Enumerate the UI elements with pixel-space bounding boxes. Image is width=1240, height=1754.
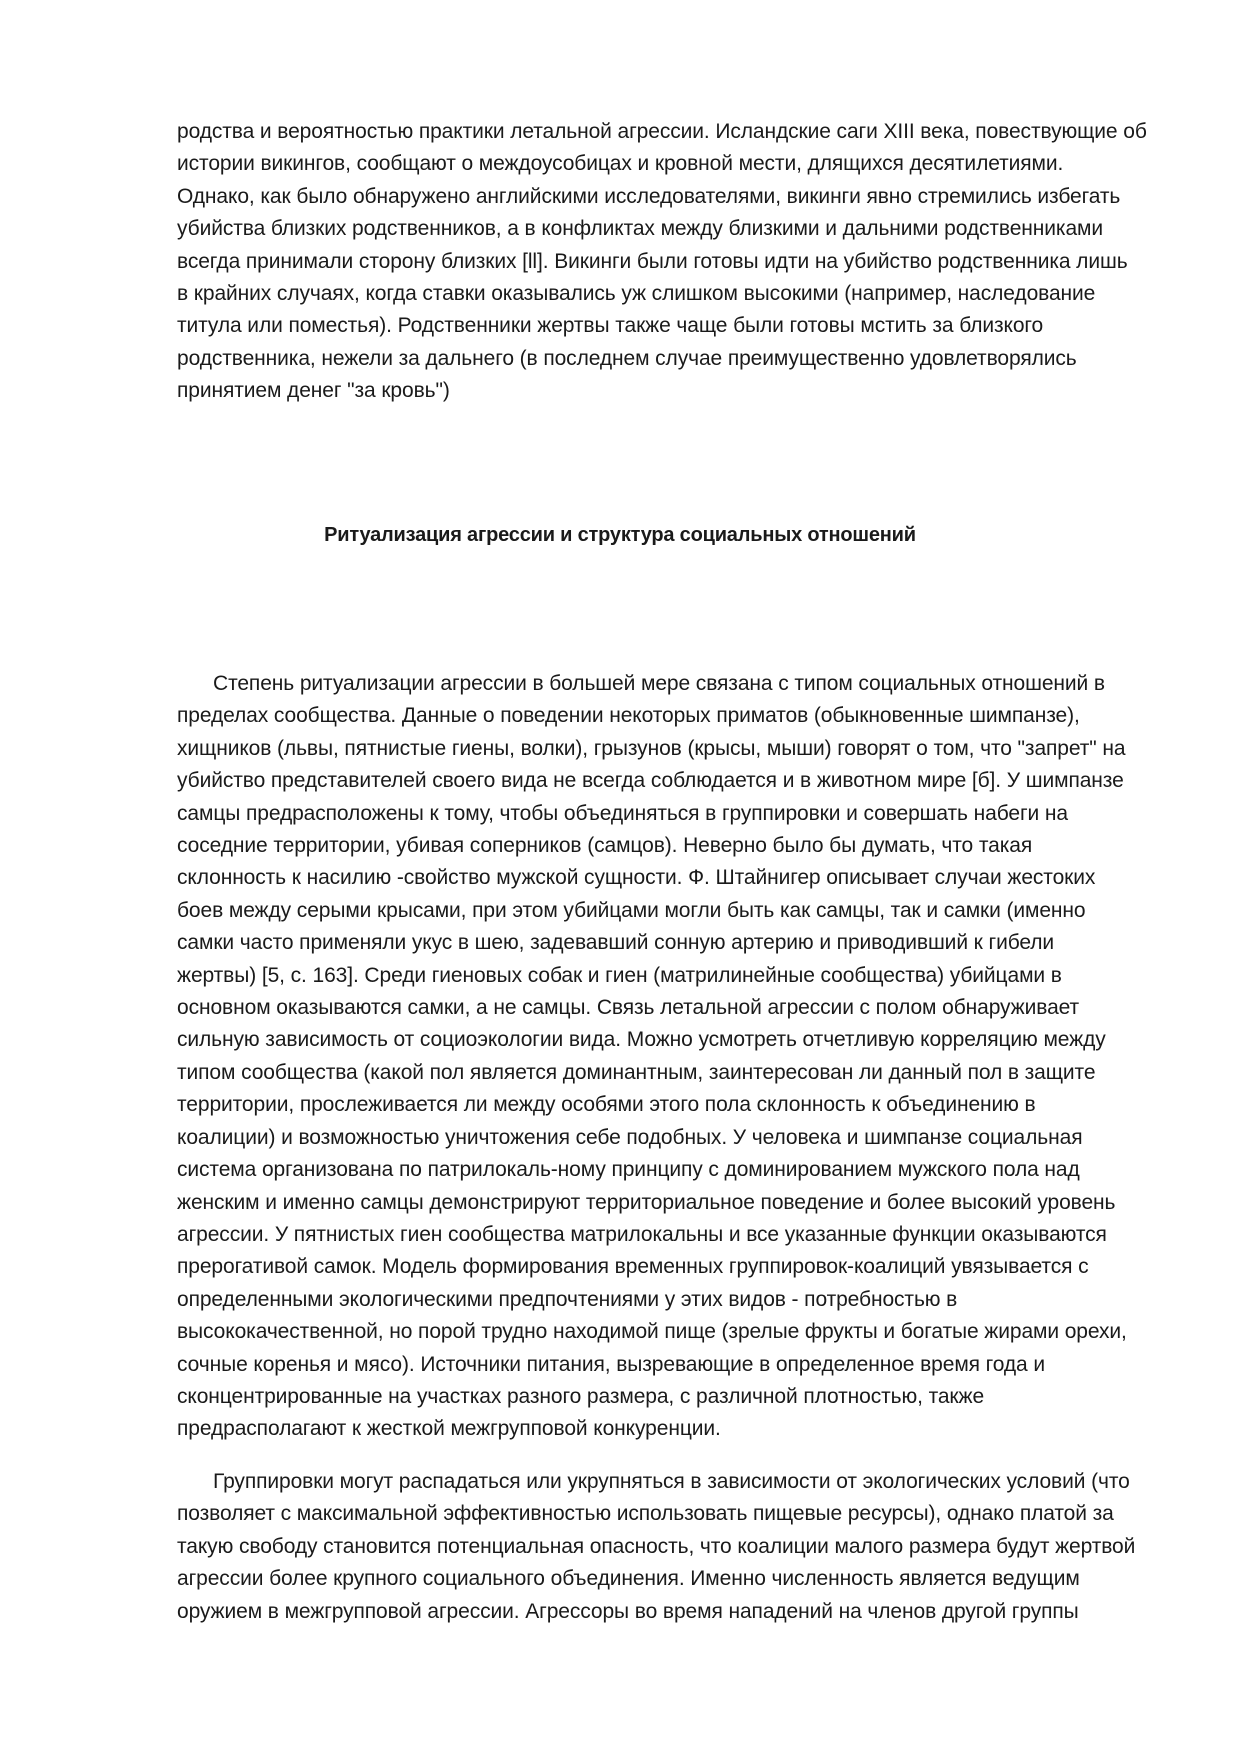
text-line: сконцентрированные на участках разного размера, с различной плотностью, также [177, 1384, 985, 1408]
text-line: агрессии. У пятнистых гиен сообщества матрилокальны и все указанные функции оказываются [177, 1222, 1107, 1246]
body-paragraph-1 [177, 668, 1181, 1446]
text-line: такую свободу становится потенциальная опасность, что коалиции малого размера будут жертвой [177, 1534, 1136, 1558]
text-line: самки часто применяли укус в шею, задевавший сонную артерию и приводивший к гибели [177, 931, 1055, 955]
text-line: титула или поместья). Родственники жертвы также чаще были готовы мстить за близкого [177, 314, 1044, 338]
text-line: высококачественной, но порой трудно находимой пище (зрелые фрукты и богатые жирами орехи, [177, 1320, 1127, 1344]
text-line: убийства близких родственников, а в конфликтах между близкими и дальними родственниками [177, 217, 1104, 241]
text-line: Степень ритуализации агрессии в большей мере связана с типом социальных отношений в [213, 672, 1105, 695]
text-line: боев между серыми крысами, при этом убийцами могли быть как самцы, так и самки (именно [177, 898, 1086, 922]
text-line: в крайних случаях, когда ставки оказывались уж слишком высокими (например, наследование [177, 282, 1096, 306]
text-line: соседние территории, убивая соперников (самцов). Неверно было бы думать, что такая [177, 834, 1033, 858]
text-line: территории, прослеживается ли между особями этого пола склонность к объединению в [177, 1093, 1036, 1117]
text-line: прерогативой самок. Модель формирования временных группировок-коалиций увязывается с [177, 1255, 1089, 1279]
body-paragraph-2 [177, 1466, 1181, 1628]
text-line: оружием в межгрупповой агрессии. Агрессоры во время нападений на членов другой группы [177, 1599, 1079, 1623]
text-line: женским и именно самцы демонстрируют территориальное поведение и более высокий уровень [177, 1190, 1116, 1214]
text-line: хищников (львы, пятнистые гиены, волки), грызунов (крысы, мыши) говорят о том, что "запрет" на [177, 736, 1126, 760]
text-line: родственника, нежели за дальнего (в последнем случае преимущественно удовлетворялись [177, 346, 1077, 370]
text-line: предрасполагают к жесткой межгрупповой конкуренции. [177, 1417, 721, 1441]
text-line: основном оказываются самки, а не самцы. Связь летальной агрессии с полом обнаруживает [177, 996, 1080, 1020]
text-line: принятием денег "за кровь") [177, 379, 450, 403]
intro-paragraph [177, 116, 1181, 408]
text-line: склонность к насилию -свойство мужской сущности. Ф. Штайнигер описывает случаи жестоких [177, 866, 1096, 890]
text-line: коалиции) и возможностью уничтожения себе подобных. У человека и шимпанзе социальная [177, 1125, 1083, 1149]
text-line: родства и вероятностью практики летальной агрессии. Исландские саги XIII века, повествующие об [177, 120, 1147, 143]
text-line: жертвы) [5, с. 163]. Среди гиеновых собак и гиен (матрилинейные сообщества) убийцами в [177, 963, 1062, 987]
text-line: пределах сообщества. Данные о поведении некоторых приматов (обыкновенные шимпанзе), [177, 704, 1080, 728]
text-line: Группировки могут распадаться или укрупняться в зависимости от экологических условий (что [213, 1470, 1130, 1493]
text-line: истории викингов, сообщают о междоусобицах и кровной мести, длящихся десятилетиями. [177, 152, 1064, 176]
text-line: система организована по патрилокаль-ному принципу с доминированием мужского пола над [177, 1158, 1080, 1182]
text-line: сильную зависимость от социоэкологии вида. Можно усмотреть отчетливую корреляцию между [177, 1028, 1106, 1052]
text-line: убийство представителей своего вида не всегда соблюдается и в животном мире [б]. У шимпанзе [177, 769, 1124, 793]
text-line: сочные коренья и мясо). Источники питания, вызревающие в определенное время года и [177, 1352, 1045, 1376]
text-line: агрессии более крупного социального объединения. Именно численность является ведущим [177, 1567, 1080, 1591]
text-line: позволяет с максимальной эффективностью использовать пищевые ресурсы), однако платой за [177, 1502, 1114, 1526]
text-line: Однако, как было обнаружено английскими исследователями, викинги явно стремились избегать [177, 184, 1121, 208]
text-line: самцы предрасположены к тому, чтобы объединяться в группировки и совершать набеги на [177, 801, 1068, 825]
text-line: типом сообщества (какой пол является доминантным, заинтересован ли данный пол в защите [177, 1060, 1096, 1084]
text-line: определенными экологическими предпочтениями у этих видов - потребностью в [177, 1287, 958, 1311]
section-heading: Ритуализация агрессии и структура социальных отношений [324, 524, 916, 546]
text-line: всегда принимали сторону близких [ll]. Викинги были готовы идти на убийство родственника лишь [177, 249, 1128, 273]
